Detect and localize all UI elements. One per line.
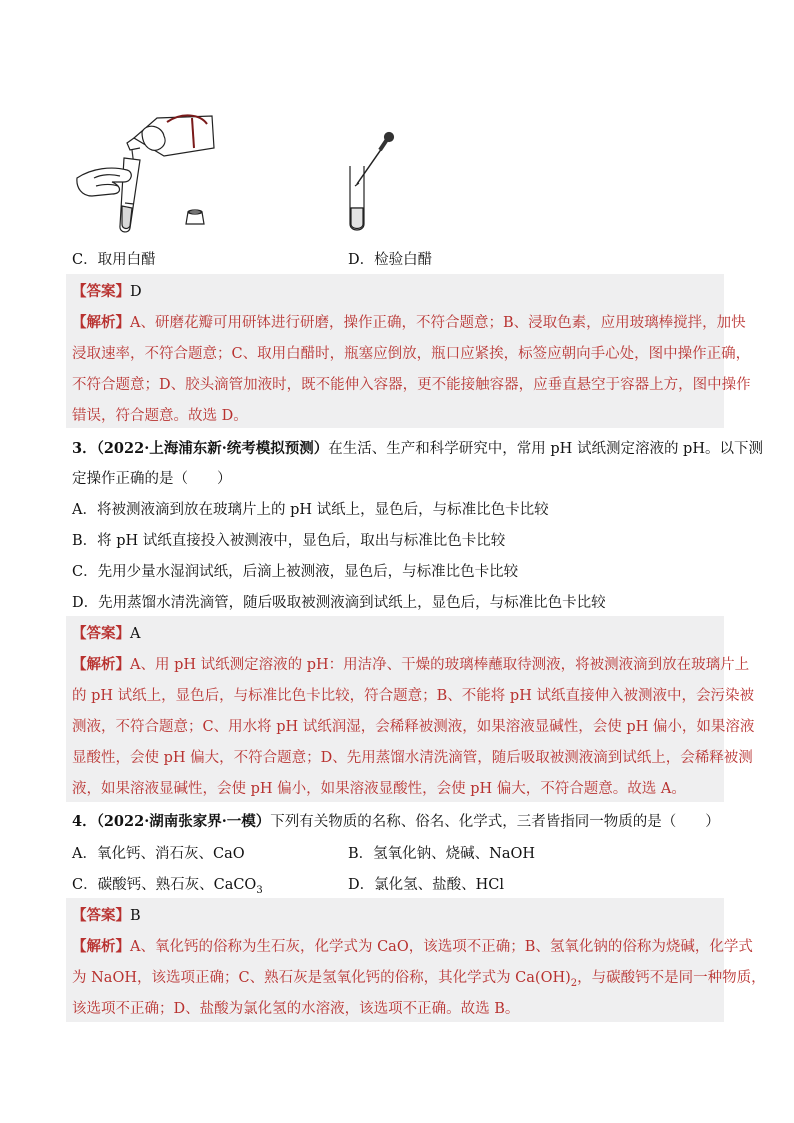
q3-analysis-line: 液，如果溶液显碱性，会使 pH 偏小，如果溶液显酸性，会使 pH 偏大，不符合题意。故选 A。: [72, 781, 686, 797]
question-number: 3．: [72, 440, 97, 457]
q4-answer-row: [72, 904, 141, 925]
analysis-text: ，与碳酸钙不是同一种物质，: [577, 970, 766, 986]
question-number: 4．: [72, 813, 97, 830]
option-c-text: C．碳酸钙、熟石灰、CaCO: [72, 877, 257, 893]
subscript: 2: [570, 977, 578, 989]
q2-analysis-line: 不符合题意；D、胶头滴管加液时，既不能伸入容器，更不能接触容器，应垂直悬空于容器上方，图中操作: [72, 377, 751, 393]
q3-option-b: B．将 pH 试纸直接投入被测液中，显色后，取出与标准比色卡比较: [72, 533, 506, 549]
analysis-text: A、用 pH 试纸测定溶液的 pH：用洁净、干燥的玻璃棒蘸取待测液，将被测液滴到放在玻璃片上: [130, 657, 750, 673]
q3-analysis-line: 的 pH 试纸上，显色后，与标准比色卡比较，符合题意；B、不能将 pH 试纸直接伸入被测液中，会污染被: [72, 688, 754, 704]
q3-option-d: D．先用蒸馏水清洗滴管，随后吸取被测液滴到试纸上，显色后，与标准比色卡比较: [72, 595, 606, 611]
q4-stem: [72, 810, 720, 831]
q3-analysis-line: [72, 653, 749, 674]
q2-analysis-line: [72, 311, 746, 332]
q3-analysis-line: 显酸性，会使 pH 偏大，不符合题意；D、先用蒸馏水清洗滴管，随后吸取被测液滴到试纸上，会稀释被测: [72, 750, 753, 766]
q3-stem: [72, 437, 763, 458]
q3-answer-row: [72, 622, 140, 643]
answer-tag: 【答案】: [72, 283, 130, 300]
question-source: （2022·湖南张家界·一模）: [96, 813, 271, 830]
answer-tag: 【答案】: [72, 625, 130, 642]
analysis-tag: 【解析】: [72, 656, 130, 673]
q3-answer-box: [66, 616, 755, 802]
q2-answer-box: [66, 274, 751, 428]
analysis-text: 为 NaOH，该选项正确；C、熟石灰是氢氧化钙的俗称，其化学式为 Ca(OH): [72, 970, 571, 986]
q3-analysis-line: 测液，不符合题意；C、用水将 pH 试纸润湿，会稀释被测液，如果溶液显碱性，会使 pH 偏小，如果溶液: [72, 719, 755, 735]
pouring-liquid-figure: [72, 108, 222, 238]
q4-option-b: B．氢氧化钠、烧碱、NaOH: [348, 846, 536, 862]
q2-analysis-line: 浸取速率，不符合题意；C、取用白醋时，瓶塞应倒放，瓶口应紧挨，标签应朝向手心处，图中操作正确，: [72, 346, 751, 362]
answer-value: B: [130, 908, 141, 924]
question-text: 在生活、生产和科学研究中，常用 pH 试纸测定溶液的 pH。以下测: [328, 441, 763, 457]
q4-option-c: [72, 873, 263, 896]
q4-option-a: A．氧化钙、消石灰、CaO: [72, 846, 245, 862]
q4-analysis-line: 该选项不正确；D、盐酸为氯化氢的水溶液，该选项不正确。故选 B。: [72, 1001, 520, 1017]
q4-analysis-line: [72, 935, 753, 956]
q4-answer-box: [66, 898, 766, 1022]
analysis-tag: 【解析】: [72, 314, 130, 331]
q4-analysis-line: [72, 966, 766, 989]
q3-option-c: C．先用少量水湿润试纸，后滴上被测液，显色后，与标准比色卡比较: [72, 564, 519, 580]
analysis-tag: 【解析】: [72, 938, 130, 955]
answer-tag: 【答案】: [72, 907, 130, 924]
q4-option-d: D．氯化氢、盐酸、HCl: [348, 877, 505, 893]
option-c-figure-label: C．取用白醋: [72, 252, 156, 268]
answer-value: A: [130, 626, 141, 642]
analysis-text: A、氧化钙的俗称为生石灰，化学式为 CaO，该选项不正确；B、氢氧化钠的俗称为烧碱，化学式: [130, 939, 753, 955]
q2-analysis-line: 错误，符合题意。故选 D。: [72, 408, 248, 424]
analysis-text: A、研磨花瓣可用研钵进行研磨，操作正确，不符合题意；B、浸取色素，应用玻璃棒搅拌，加快: [130, 315, 746, 331]
q2-answer-row: [72, 280, 142, 301]
q3-option-a: A．将被测液滴到放在玻璃片上的 pH 试纸上，显色后，与标准比色卡比较: [72, 502, 549, 518]
option-d-figure-label: D．检验白醋: [348, 252, 433, 268]
subscript: 3: [256, 884, 263, 896]
q3-stem-cont: 定操作正确的是（ ）: [72, 471, 232, 487]
question-text: 下列有关物质的名称、俗名、化学式，三者皆指同一物质的是（ ）: [270, 814, 720, 830]
question-source: （2022·上海浦东新·统考模拟预测）: [96, 440, 329, 457]
dropper-test-figure: [340, 128, 410, 238]
answer-value: D: [130, 284, 142, 300]
